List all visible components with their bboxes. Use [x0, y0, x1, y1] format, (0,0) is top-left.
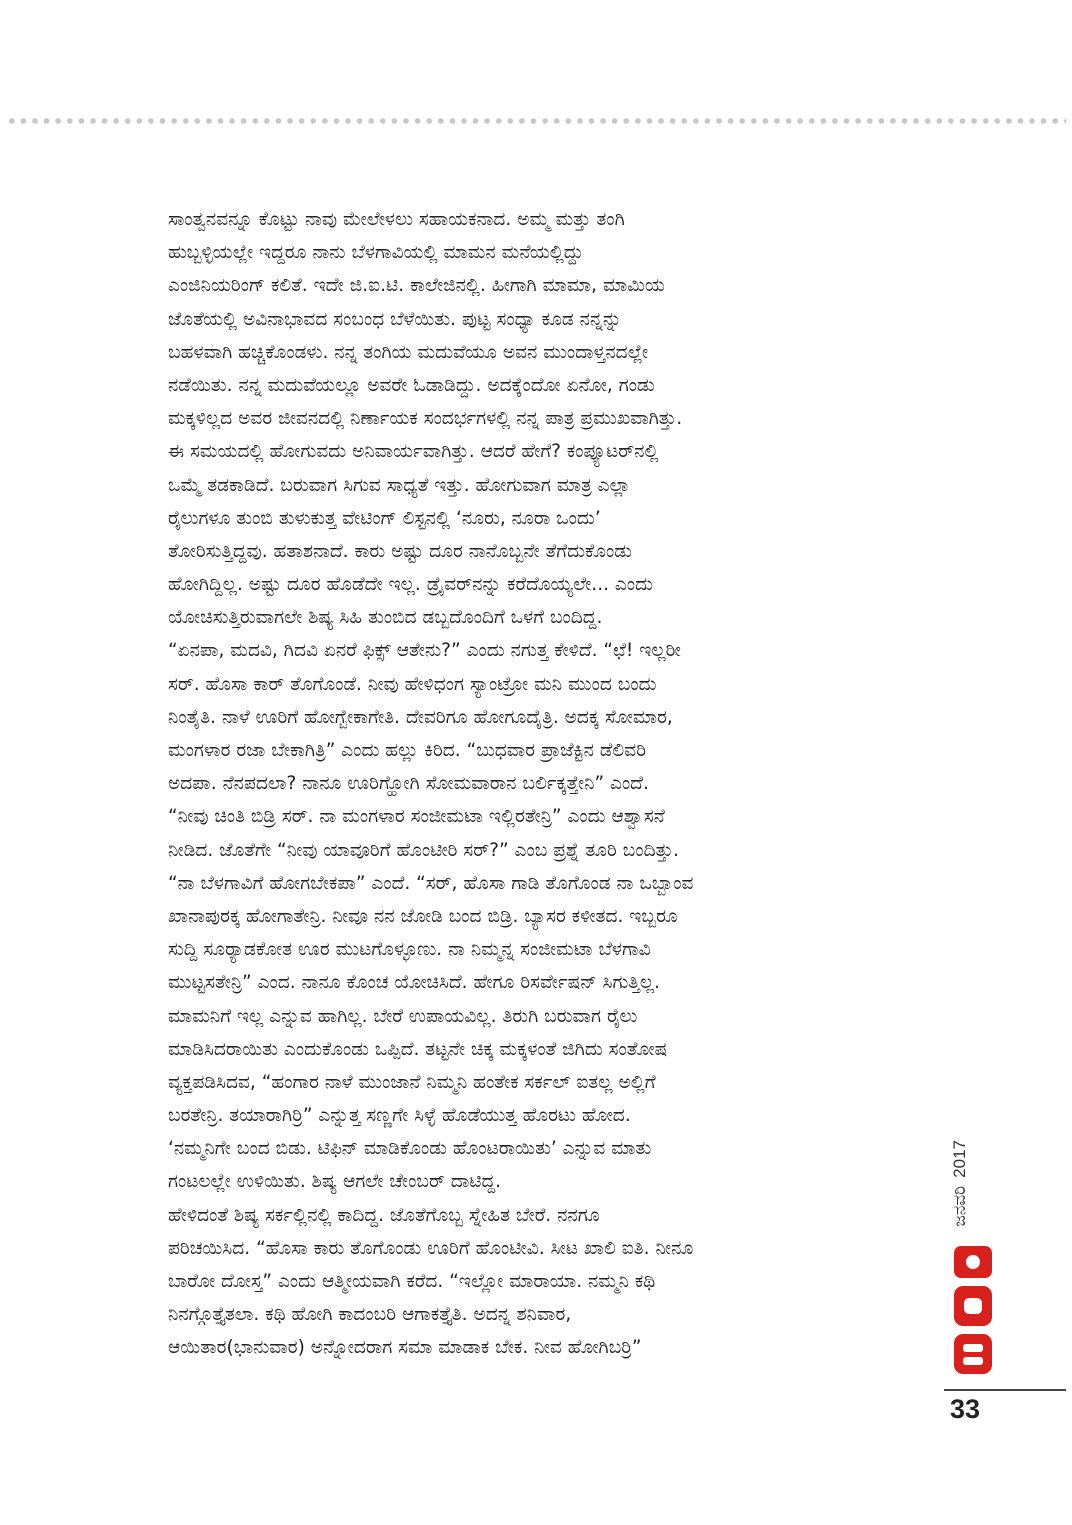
article-line: ಬಾರೋ ದೋಸ್ತ” ಎಂದು ಆತ್ಮೀಯವಾಗಿ ಕರೆದ. “ಇಲ್ಲೋ ಮಾರಾಯಾ. ನಮ್ಮನಿ ಕಥಿ: [168, 1271, 656, 1292]
article-line: ಗಂಟಲಲ್ಲೇ ಉಳಿಯಿತು. ಶಿಷ್ಯ ಆಗಲೇ ಚೇಂಬರ್ ದಾಟಿದ್ದ.: [168, 1171, 502, 1193]
article-line: ಪರಿಚಯಿಸಿದ. “ಹೊಸಾ ಕಾರು ತೊಗೊಂಡು ಊರಿಗೆ ಹೊಂಟೀವಿ. ಸೀಟ ಖಾಲಿ ಐತಿ. ನೀನೂ: [168, 1237, 694, 1259]
issue-year: 2017: [950, 1140, 969, 1178]
article-line: ಈ ಸಮಯದಲ್ಲಿ ಹೋಗುವದು ಅನಿವಾರ್ಯವಾಗಿತ್ತು. ಆದರೆ ಹೇಗೆ? ಕಂಪ್ಯೂಟರ್‌ನಲ್ಲಿ: [168, 441, 659, 463]
footer-rule: [944, 1389, 1066, 1391]
article-line: ಹೋಗಿದ್ದಿಲ್ಲ. ಅಷ್ಟು ದೂರ ಹೊಡೆದೇ ಇಲ್ಲ. ಡ್ರೈವರ್‌ನನ್ನು ಕರೆದೊಯ್ಯಲೇ... ಎಂದು: [168, 574, 654, 596]
article-line: ಬರತೇನ್ರಿ. ತಯಾರಾಗಿರ್ರಿ” ಎನ್ನುತ್ತ ಸಣ್ಣಗೇ ಸಿಳ್ಳೆ ಹೊಡೆಯುತ್ತ ಹೊರಟು ಹೋದ.: [168, 1105, 631, 1127]
article-line: ರೈಲುಗಳೂ ತುಂಬಿ ತುಳುಕುತ್ತ ವೇಟಿಂಗ್ ಲಿಸ್ಟನಲ್ಲಿ ‘ನೂರು, ನೂರಾ ಒಂದು’: [168, 507, 601, 529]
article-line: “ಏನಪಾ, ಮದವಿ, ಗಿದವಿ ಏನರೆ ಫಿಕ್ಸ್ ಆತೇನು?” ಎಂದು ನಗುತ್ತ ಕೇಳಿದೆ. “ಛೆ! ಇಲ್ಲರೀ: [168, 640, 681, 662]
article-line: ಜೊತೆಯಲ್ಲಿ ಅವಿನಾಭಾವದ ಸಂಬಂಧ ಬೆಳೆಯಿತು. ಪುಟ್ಟ ಸಂಧ್ಯಾ ಕೂಡ ನನ್ನನ್ನು: [168, 308, 622, 330]
article-line: ಮಾಡಿಸಿದರಾಯಿತು ಎಂದುಕೊಂಡು ಒಪ್ಪಿದೆ. ತಟ್ಟನೇ ಚಿಕ್ಕ ಮಕ್ಕಳಂತೆ ಜಿಗಿದು ಸಂತೋಷ: [168, 1038, 668, 1060]
article-line: ಬಹಳವಾಗಿ ಹಚ್ಚಿಕೊಂಡಳು. ನನ್ನ ತಂಗಿಯ ಮದುವೆಯೂ ಅವನ ಮುಂದಾಳ್ತನದಲ್ಲೇ: [168, 341, 649, 363]
article-line: ಸರ್. ಹೊಸಾ ಕಾರ್ ತೊಗೊಂಡೆ. ನೀವು ಹೇಳಿಧಂಗ ಸ್ಯಾಂಟ್ರೋ ಮನಿ ಮುಂದ ಬಂದು: [168, 673, 657, 695]
magazine-logo: [948, 1240, 998, 1380]
article-line: ಹುಬ್ಬಳ್ಳಿಯಲ್ಲೇ ಇದ್ದರೂ ನಾನು ಬೆಳಗಾವಿಯಲ್ಲಿ ಮಾಮನ ಮನೆಯಲ್ಲಿದ್ದು: [168, 242, 584, 264]
article-line: ಹೇಳಿದಂತೆ ಶಿಷ್ಯ ಸರ್ಕಲ್ಲಿನಲ್ಲಿ ಕಾದಿದ್ದ. ಜೊತೆಗೊಬ್ಬ ಸ್ನೇಹಿತ ಬೇರೆ. ನನಗೂ: [168, 1204, 600, 1226]
article-line: ಆಯಿತಾರ(ಭಾನುವಾರ) ಅನ್ನೋದರಾಗ ಸಮಾ ಮಾಡಾಕ ಬೇಕ. ನೀವ ಹೋಗಿಬರ್ರಿ”: [168, 1337, 642, 1359]
article-line: ‘ನಮ್ಮನಿಗೇ ಬಂದ ಬಿಡು. ಟಿಫಿನ್ ಮಾಡಿಕೊಂಡು ಹೊಂಟರಾಯಿತು’ ಎನ್ನುವ ಮಾತು: [168, 1138, 652, 1160]
article-line: ಒಮ್ಮೆ ತಡಕಾಡಿದೆ. ಬರುವಾಗ ಸಿಗುವ ಸಾಧ್ಯತೆ ಇತ್ತು. ಹೋಗುವಾಗ ಮಾತ್ರ ಎಲ್ಲಾ: [168, 474, 631, 496]
article-line: ನಿಂತೈತಿ. ನಾಳೆ ಊರಿಗೆ ಹೋಗ್ಬೇಕಾಗೇತಿ. ದೇವರಿಗೂ ಹೋಗೂದೈತ್ರಿ. ಅದಕ್ಕ ಸೋಮಾರ,: [168, 706, 673, 728]
article-line: ನೀಡಿದ. ಜೊತೆಗೇ “ನೀವು ಯಾವೂರಿಗೆ ಹೊಂಟೀರಿ ಸರ್?” ಎಂಬ ಪ್ರಶ್ನೆ ತೂರಿ ಬಂದಿತ್ತು.: [168, 839, 679, 861]
issue-month: ಜನವರಿ: [950, 1185, 969, 1227]
article-line: ತೋರಿಸುತ್ತಿದ್ದವು. ಹತಾಶನಾದೆ. ಕಾರು ಅಷ್ಟು ದೂರ ನಾನೊಬ್ಬನೇ ತೆಗೆದುಕೊಂಡು: [168, 540, 632, 562]
article-line: ಸುದ್ದಿ ಸೂರ್‍ಯಾಡಕೋತ ಊರ ಮುಟಗೊಳ್ಳೂಣು. ನಾ ನಿಮ್ಮನ್ನ ಸಂಜೀಮಟಾ ಬೆಳಗಾವಿ: [168, 939, 651, 961]
article-line: ಮಾಮನಿಗೆ ಇಲ್ಲ ಎನ್ನುವ ಹಾಗಿಲ್ಲ. ಬೇರೆ ಉಪಾಯವಿಲ್ಲ. ತಿರುಗಿ ಬರುವಾಗ ರೈಲು: [168, 1005, 638, 1027]
article-line: ಎಂಜಿನಿಯರಿಂಗ್ ಕಲಿತೆ. ಇದೇ ಜಿ.ಐ.ಟಿ. ಕಾಲೇಜಿನಲ್ಲಿ. ಹೀಗಾಗಿ ಮಾಮಾ, ಮಾಮಿಯ: [168, 275, 665, 297]
article-line: ನಿನಗ್ಗೊತ್ತೈತಲಾ. ಕಥಿ ಹೋಗಿ ಕಾದಂಬರಿ ಆಗಾಕತ್ತೈತಿ. ಅದನ್ನ ಶನಿವಾರ,: [168, 1304, 572, 1326]
article-line: “ನೀವು ಚಿಂತಿ ಬಿಡ್ರಿ ಸರ್. ನಾ ಮಂಗಳಾರ ಸಂಜೀಮಟಾ ಇಲ್ಲಿರತೇನ್ರಿ” ಎಂದು ಆಶ್ವಾಸನೆ: [168, 806, 665, 828]
magazine-logo-mark: [948, 1240, 998, 1380]
dotted-header-rule: [6, 117, 1066, 125]
article-line: ಮಕ್ಕಳಿಲ್ಲದ ಅವರ ಜೀವನದಲ್ಲಿ ನಿರ್ಣಾಯಕ ಸಂದರ್ಭಗಳಲ್ಲಿ ನನ್ನ ಪಾತ್ರ ಪ್ರಮುಖವಾಗಿತ್ತು.: [168, 408, 683, 430]
article-line: ಮಂಗಳಾರ ರಜಾ ಬೇಕಾಗಿತ್ರಿ” ಎಂದು ಹಲ್ಲು ಕಿರಿದ. “ಬುಧವಾರ ಪ್ರಾಜೆಕ್ಟಿನ ಡೆಲಿವರಿ: [168, 740, 647, 761]
page-number: 33: [950, 1394, 981, 1424]
article-line: ವ್ಯಕ್ತಪಡಿಸಿದವ, “ಹಂಗಾರ ನಾಳೆ ಮುಂಜಾನೆ ನಿಮ್ಮನಿ ಹಂತೇಕ ಸರ್ಕಲ್ ಐತಲ್ಲ ಅಲ್ಲಿಗೆ: [168, 1071, 656, 1093]
issue-date: [950, 1132, 970, 1227]
article-line: ನಡೆಯಿತು. ನನ್ನ ಮದುವೆಯಲ್ಲೂ ಅವರೇ ಓಡಾಡಿದ್ದು. ಅದಕ್ಕೆಂದೋ ಏನೋ, ಗಂಡು: [168, 374, 655, 396]
article-line: ಅದಪಾ. ನೆನಪದಲಾ? ನಾನೂ ಊರಿಗ್ಹೋಗಿ ಸೋಮವಾರಾನ ಬರ್ಲಿಕ್ಕತ್ತೇನಿ” ಎಂದೆ.: [168, 773, 649, 795]
article-line: ಸಾಂತ್ವನವನ್ನೂ ಕೊಟ್ಟು ನಾವು ಮೇಲೇಳಲು ಸಹಾಯಕನಾದ. ಅಮ್ಮ ಮತ್ತು ತಂಗಿ: [168, 209, 625, 230]
article-line: ಖಾನಾಪುರಕ್ಕ ಹೋಗಾತೇನ್ರಿ. ನೀವೂ ನನ ಜೋಡಿ ಬಂದ ಬಿಡ್ರಿ. ಬ್ಯಾಸರ ಕಳೀತದ. ಇಬ್ಬರೂ: [168, 905, 678, 927]
article-line: ಯೋಚಿಸುತ್ತಿರುವಾಗಲೇ ಶಿಷ್ಯ ಸಿಹಿ ತುಂಬಿದ ಡಬ್ಬದೊಂದಿಗೆ ಒಳಗೆ ಬಂದಿದ್ದ.: [168, 607, 603, 629]
article-body: [168, 203, 928, 1365]
article-line: “ನಾ ಬೆಳಗಾವಿಗೆ ಹೋಗಬೇಕಪಾ” ಎಂದೆ. “ಸರ್, ಹೊಸಾ ಗಾಡಿ ತೊಗೊಂಡ ನಾ ಒಬ್ಬಾಂವ: [168, 872, 694, 894]
article-line: ಮುಟ್ಟಸತೇನ್ರಿ” ಎಂದ. ನಾನೂ ಕೊಂಚ ಯೋಚಿಸಿದೆ. ಹೇಗೂ ರಿಸರ್ವೇಷನ್ ಸಿಗುತ್ತಿಲ್ಲ.: [168, 972, 661, 994]
